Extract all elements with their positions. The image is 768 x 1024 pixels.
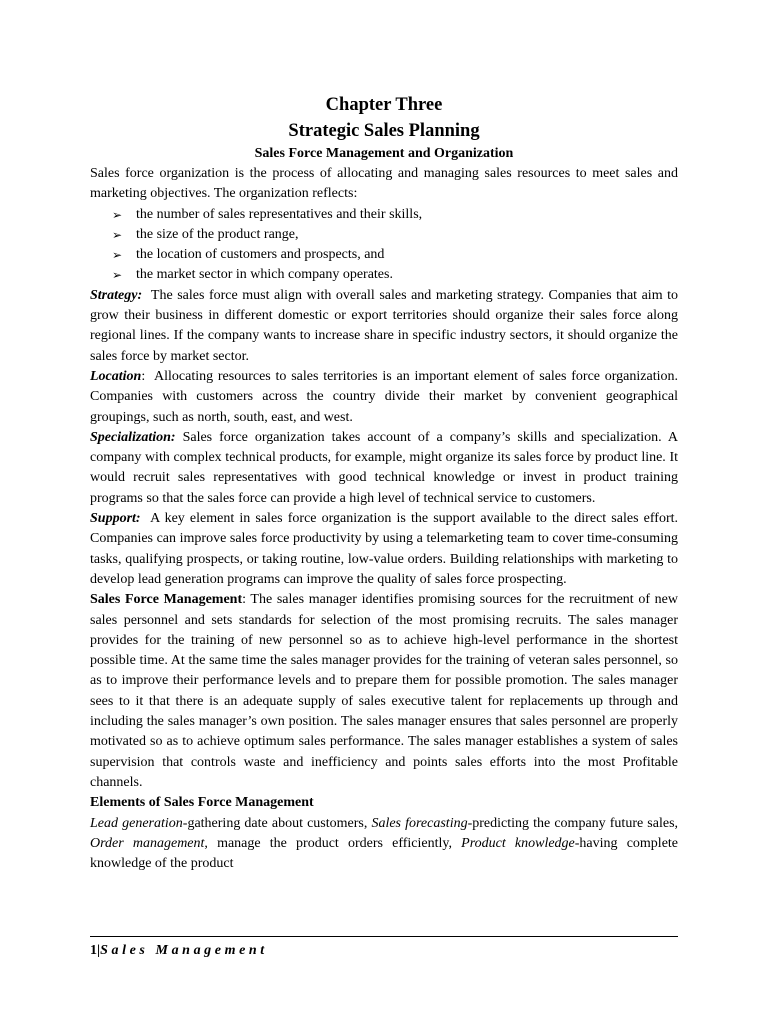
strategy-lead: Strategy:: [90, 287, 143, 303]
list-item: ➢ the size of the product range,: [112, 225, 678, 245]
chapter-heading: Chapter Three: [325, 95, 443, 115]
section-subtitle: Sales Force Management and Organization: [254, 146, 514, 161]
footer-separator: |: [97, 943, 101, 958]
specialization-lead: Specialization:: [90, 429, 176, 445]
arrow-bullet-icon: ➢: [112, 207, 123, 222]
support-paragraph: Support: A key element in sales force organization is the support available to the direct sales effort. Companies can improve sales force productivity by using a telemarketing team to cover time-consuming tasks, qualifying prospects, or taking routine, low-value orders. Building relationships with marketing to develop lead generation programs can improve the quality of sales force prospecting.: [90, 511, 682, 587]
management-lead: Sales Force Management: [90, 592, 243, 608]
list-item: ➢ the market sector in which company operates.: [112, 265, 678, 285]
organization-factors-list: [90, 205, 678, 286]
elements-heading: Elements of Sales Force Management: [90, 795, 314, 811]
document-page: [90, 92, 682, 874]
list-item: ➢ the number of sales representatives and their skills,: [112, 205, 678, 225]
strategy-paragraph: Strategy: The sales force must align with overall sales and marketing strategy. Companies that aim to grow their business in different domestic or export territories should organize their sales force along regional lines. If the company wants to increase share in specific industry sectors, it should organize the sales force by market sector.: [90, 287, 682, 364]
support-lead: Support:: [90, 511, 141, 527]
page-number: 1: [90, 943, 97, 958]
location-lead: Location: [90, 368, 142, 384]
chapter-title: Strategic Sales Planning: [288, 121, 480, 141]
arrow-bullet-icon: ➢: [112, 227, 123, 242]
intro-paragraph: Sales force organization is the process of allocating and managing sales resources to meet sales and marketing objectives. The organization reflects:: [90, 166, 678, 202]
running-head: Sales Management: [100, 943, 268, 958]
arrow-bullet-icon: ➢: [112, 268, 123, 283]
specialization-paragraph: Specialization: Sales force organization takes account of a company’s skills and specialization. A company with complex technical products, for example, might organize its sales force by product line. It would recruit sales representatives with good technical knowledge or invest in product training programs so that the sales force can provide a high level of technical service to customers.: [90, 429, 678, 506]
management-paragraph: Sales Force Management: The sales manager identifies promising sources for the recruitment of new sales personnel and sets standards for selection of the most promising recruits. The sales manager provides for the training of new personnel so as to achieve high-level performance in the shortest possible time. At the same time the sales manager provides for the training of veteran sales personnel, so as to improve their performance levels and to prepare them for possible promotion. The sales manager sees to it that there is an adequate supply of sales executive talent for replacements up through and including the sales manager’s own position. The sales manager ensures that sales personnel are properly motivated so as to achieve optimum sales performance. The sales manager establishes a system of sales supervision that controls waste and inefficiency and points sales efforts into the most Profitable channels.: [90, 592, 678, 790]
location-paragraph: Location: Allocating resources to sales territories is an important element of sales force organization. Companies with customers across the country divide their market by convenient geographical groupings, such as north, south, east, and west.: [90, 368, 682, 425]
page-footer: [90, 936, 678, 960]
list-item: ➢ the location of customers and prospects, and: [112, 245, 678, 265]
arrow-bullet-icon: ➢: [112, 248, 123, 263]
elements-paragraph: Lead generation-gathering date about customers, Sales forecasting-predicting the company future sales, Order management, manage the product orders efficiently, Product knowledge-having complete knowledge of the product: [90, 815, 679, 872]
footer-divider: [90, 936, 678, 937]
